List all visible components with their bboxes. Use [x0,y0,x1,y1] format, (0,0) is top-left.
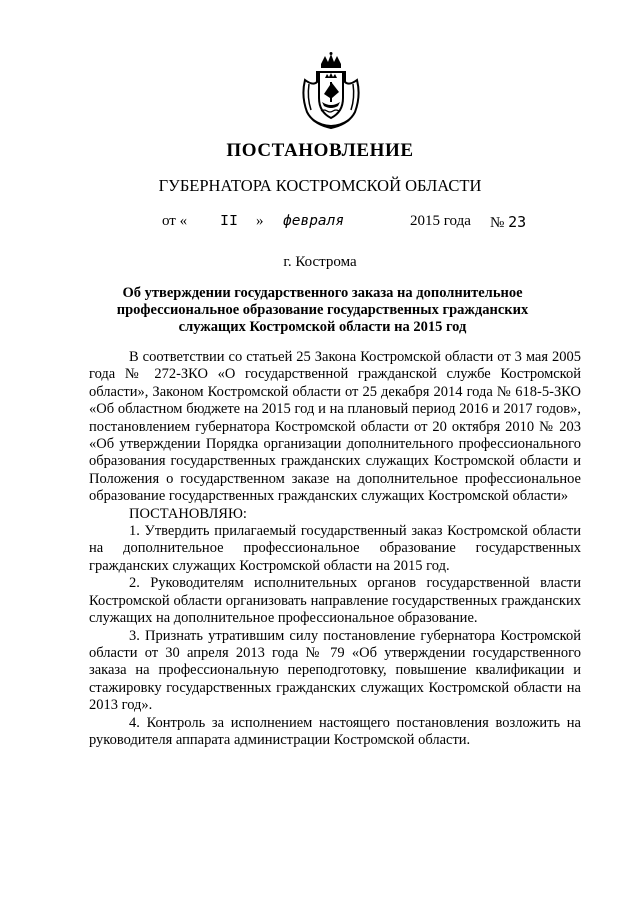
issuer-subtitle: ГУБЕРНАТОРА КОСТРОМСКОЙ ОБЛАСТИ [158,176,482,195]
date-month: февраля [283,213,345,229]
date-prefix: от « [162,213,188,229]
item-paragraph: 4. Контроль за исполнением настоящего постановления возложить на руководителя аппарата администрации Костромской области. [89,714,581,748]
document-title: ПОСТАНОВЛЕНИЕ [226,140,414,161]
document-number [490,213,526,232]
decree-word: ПОСТАНОВЛЯЮ: [129,505,247,522]
item-paragraph: 2. Руководителям исполнительных органов государственной власти Костромской области организовать направление государственных гражданских служащих на дополнительное профессиональное образование. [89,575,581,627]
item-paragraph: 1. Утвердить прилагаемый государственный заказ Костромской области на дополнительное профессиональное образование государственных гражданских служащих Костромской области на 2015 год. [89,523,581,574]
date-year: 2015 года [410,213,471,229]
document-heading: Об утверждении государственного заказа на дополнительное профессиональное образование государственных гражданских служащих Костромской области на 2015 год [116,285,529,335]
number-prefix: № [490,215,505,231]
preamble-paragraph: В соответствии со статьей 25 Закона Костромской области от 3 мая 2005 года № 272-ЗКО «О государственной гражданской службе Костромской области», Законом Костромской области от 25 декабря 2014 года № 618-5-ЗКО «Об областном бюджете на 2015 год и на плановый период 2016 и 2017 годов», постановлением губернатора Костромской области от 20 октября 2010 № 203 «Об утверждении Порядка организации дополнительного профессионального образования государственных гражданских служащих Костромской области и Положения о государственном заказе на дополнительное профессиональное образование государственных гражданских служащих Костромской области» [89,349,581,505]
item-paragraph: 3. Признать утратившим силу постановление губернатора Костромской области от 30 апреля 2013 года № 79 «Об утверждении государственного заказа на профессиональную переподготовку, повышение квалификации и стажировку государственных гражданских служащих Костромской области на 2013 год». [89,627,581,714]
document-body [89,349,581,749]
date-close-quote: » [256,213,264,229]
coat-of-arms-icon [299,52,363,130]
number-value: 23 [508,213,527,231]
city: г. Кострома [283,254,357,270]
date-day: II [220,213,239,230]
